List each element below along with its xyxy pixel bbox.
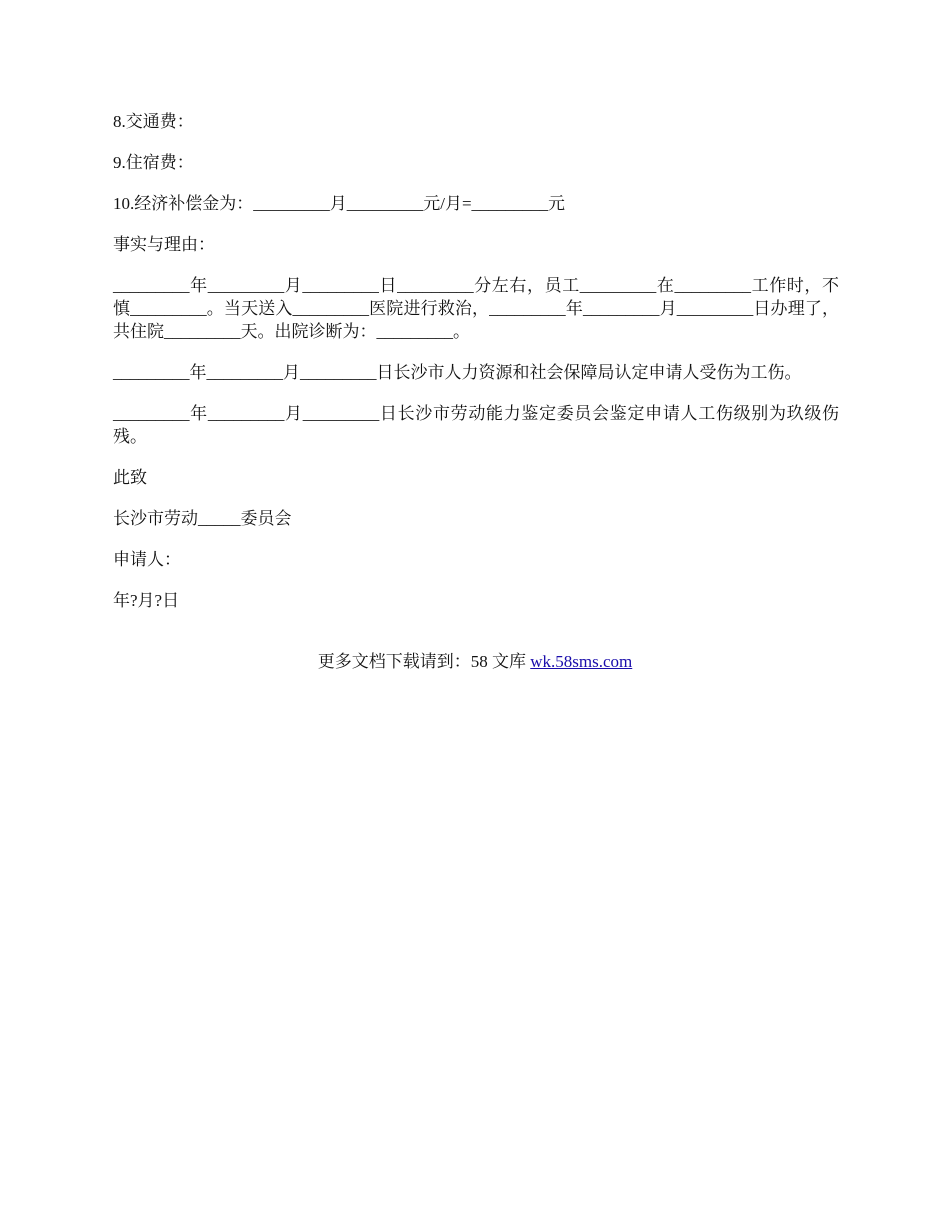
document-body bbox=[113, 110, 839, 630]
item-economic-compensation: 10.经济补偿金为：_________月_________元/月=_________元 bbox=[113, 194, 566, 213]
closing-salutation: 此致 bbox=[113, 468, 147, 487]
recipient-committee: 长沙市劳动_____委员会 bbox=[113, 509, 292, 528]
footer-link[interactable]: wk.58sms.com bbox=[530, 652, 633, 671]
date-line: 年?月?日 bbox=[113, 591, 180, 610]
facts-injury-paragraph: _________年_________月_________日_________分左右，员工_________在_________工作时，不慎_________。当天送入_________医院进行救治，_________年_________月_________日办理了，共住院_________天。出院诊断为：_________。 bbox=[113, 276, 839, 341]
applicant-label: 申请人： bbox=[113, 550, 181, 569]
facts-injury-recognition: _________年_________月_________日长沙市人力资源和社会保障局认定申请人受伤为工伤。 bbox=[113, 363, 802, 382]
item-transport-fee: 8.交通费： bbox=[113, 112, 194, 131]
facts-disability-assessment: _________年_________月_________日长沙市劳动能力鉴定委员会鉴定申请人工伤级别为玖级伤残。 bbox=[113, 404, 839, 446]
item-lodging-fee: 9.住宿费： bbox=[113, 153, 194, 172]
footer-text: 更多文档下载请到：58 文库 bbox=[317, 652, 531, 671]
footer bbox=[0, 650, 950, 673]
facts-heading: 事实与理由： bbox=[113, 235, 215, 254]
